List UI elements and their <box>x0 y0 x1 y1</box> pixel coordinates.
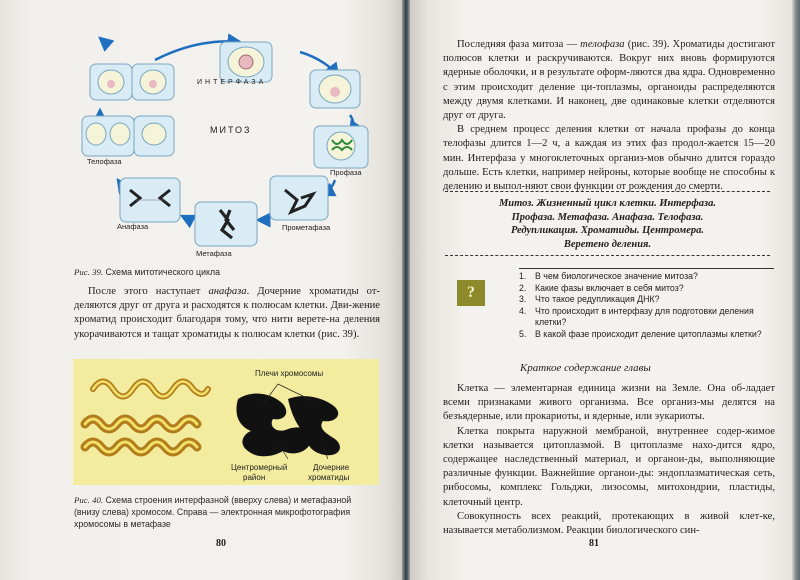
chapter-summary-title: Краткое содержание главы <box>520 362 651 374</box>
chromosome-figure <box>73 359 379 485</box>
fig40-caption: Рис. 40. Схема строения интерфазной (вверху слева) и метафазной (внизу слева) хромосом. Справа — электронная микрофотография хромосомы в метафазе <box>74 495 352 529</box>
book-edge <box>792 0 800 580</box>
label-daughter-2: хроматиды <box>308 473 350 482</box>
cycle-arrow <box>182 216 190 220</box>
chapter-summary: Клетка — элементарная единица жизни на Земле. Она об-ладает всеми признаками живого организма. Все организ-мы делятся на безъядерные, или прокариоты, и ядерные, или эукариоты. Клетка покрыта наружной мембраной, внутреннее содер-жимое клетки называется цитоплазмой. В цитоплазме нахо-дится ядро, содержащее наследственный материал, и органои-ды, выполняющие различные функции. Важнейшие органои-ды: эндоплазматическая сеть, рибосомы, комплекс Гольджи, лизосомы, митохондрии, пластиды, клеточный центр. Совокупность всех реакций, протекающих в живой клет-ке, называется метаболизмом. Реакции биологического син- <box>443 383 775 537</box>
key-terms-box: Митоз. Жизненный цикл клетки. Интерфаза. Профаза. Метафаза. Анафаза. Телофаза. Редупликация. Хроматиды. Центромера. Веретено деления. <box>445 191 770 256</box>
label-centromere-1: Центромерный <box>231 463 288 472</box>
label-centromere-2: район <box>243 473 266 482</box>
prophase-label: Профаза <box>330 168 362 177</box>
interphase-label: ИНТЕРФАЗА <box>197 79 267 86</box>
prometaphase-label: Прометафаза <box>282 223 331 232</box>
duration-paragraph: В среднем процесс деления клетки от начала профазы до конца телофазы длится 1—2 ч, а каждая из этих фаз продол-жается 15—20 мин. Интерфаза у многоклеточных организ-мов обычно длится гораздо дольше. Есть клетки, например нейроны, которые вообще не способны к делению и выпол-няют свои функции от рождения до смерти. <box>443 124 775 193</box>
page-number-left: 80 <box>216 538 226 549</box>
anaphase-label: Анафаза <box>117 222 149 231</box>
metaphase-label: Метафаза <box>196 249 232 258</box>
mitosis-center-title: МИТОЗ <box>210 125 252 135</box>
label-daughter-1: Дочерние <box>313 463 350 472</box>
question-mark-icon: ? <box>457 280 485 306</box>
fig39-caption: Рис. 39. Схема митотического цикла <box>74 267 220 277</box>
electron-micrograph-chromosome <box>236 394 339 457</box>
question-item: 4. Что происходит в интерфазу для подготовки деления клетки? <box>519 305 754 328</box>
page-number-right: 81 <box>589 538 599 549</box>
telophase-paragraph: Последняя фаза митоза — телофаза (рис. 39). Хроматиды достигают полюсов клетки и раскручиваются. Вокруг них вновь формируются ядерные оболочки, и в результате оформ-ляются два ядра. Одновременно с этим происходит деление ци-топлазмы, органоиды распределяются между двумя клетками. И наконец, две одинаковые клетки отделяются друг от друга. В среднем процесс деления клетки от начала профазы до конца телофазы длится 1—2 ч, а каждая из этих фаз продол-жается 15—20 мин. Интерфаза у многоклеточных организ-мов обычно длится гораздо дольше. Есть клетки, например нейроны, которые вообще не способны к делению и выпол-няют свои функции от рождения до смерти. <box>443 38 775 194</box>
questions-rule <box>519 268 774 269</box>
question-item: 5. В какой фазе происходит деление цитоплазмы клетки? <box>519 328 762 339</box>
book-gutter <box>402 0 410 580</box>
question-item: 2. Какие фазы включает в себя митоз? <box>519 282 684 293</box>
question-item: 1. В чем биологическое значение митоза? <box>519 271 698 281</box>
telophase-label: Телофаза <box>87 157 122 166</box>
term-anaphase: анафаза <box>208 286 247 297</box>
anaphase-paragraph: После этого наступает анафаза. Дочерние хроматиды от-деляются друг от друга и расходятся к полюсам клетки. Дви-жение хроматид происходит благодаря тому, что нити верете-на деления укорачиваются и тащат хроматиды к полюсам клетки (рис. 39). <box>74 286 380 340</box>
review-questions <box>519 271 774 341</box>
cycle-arrow <box>100 38 108 45</box>
question-item: 3. Что такое редупликация ДНК? <box>519 294 660 305</box>
label-chromosome-arms: Плечи хромосомы <box>255 369 324 378</box>
term-telophase: телофаза <box>580 39 625 50</box>
cell-prometaphase <box>270 176 328 220</box>
